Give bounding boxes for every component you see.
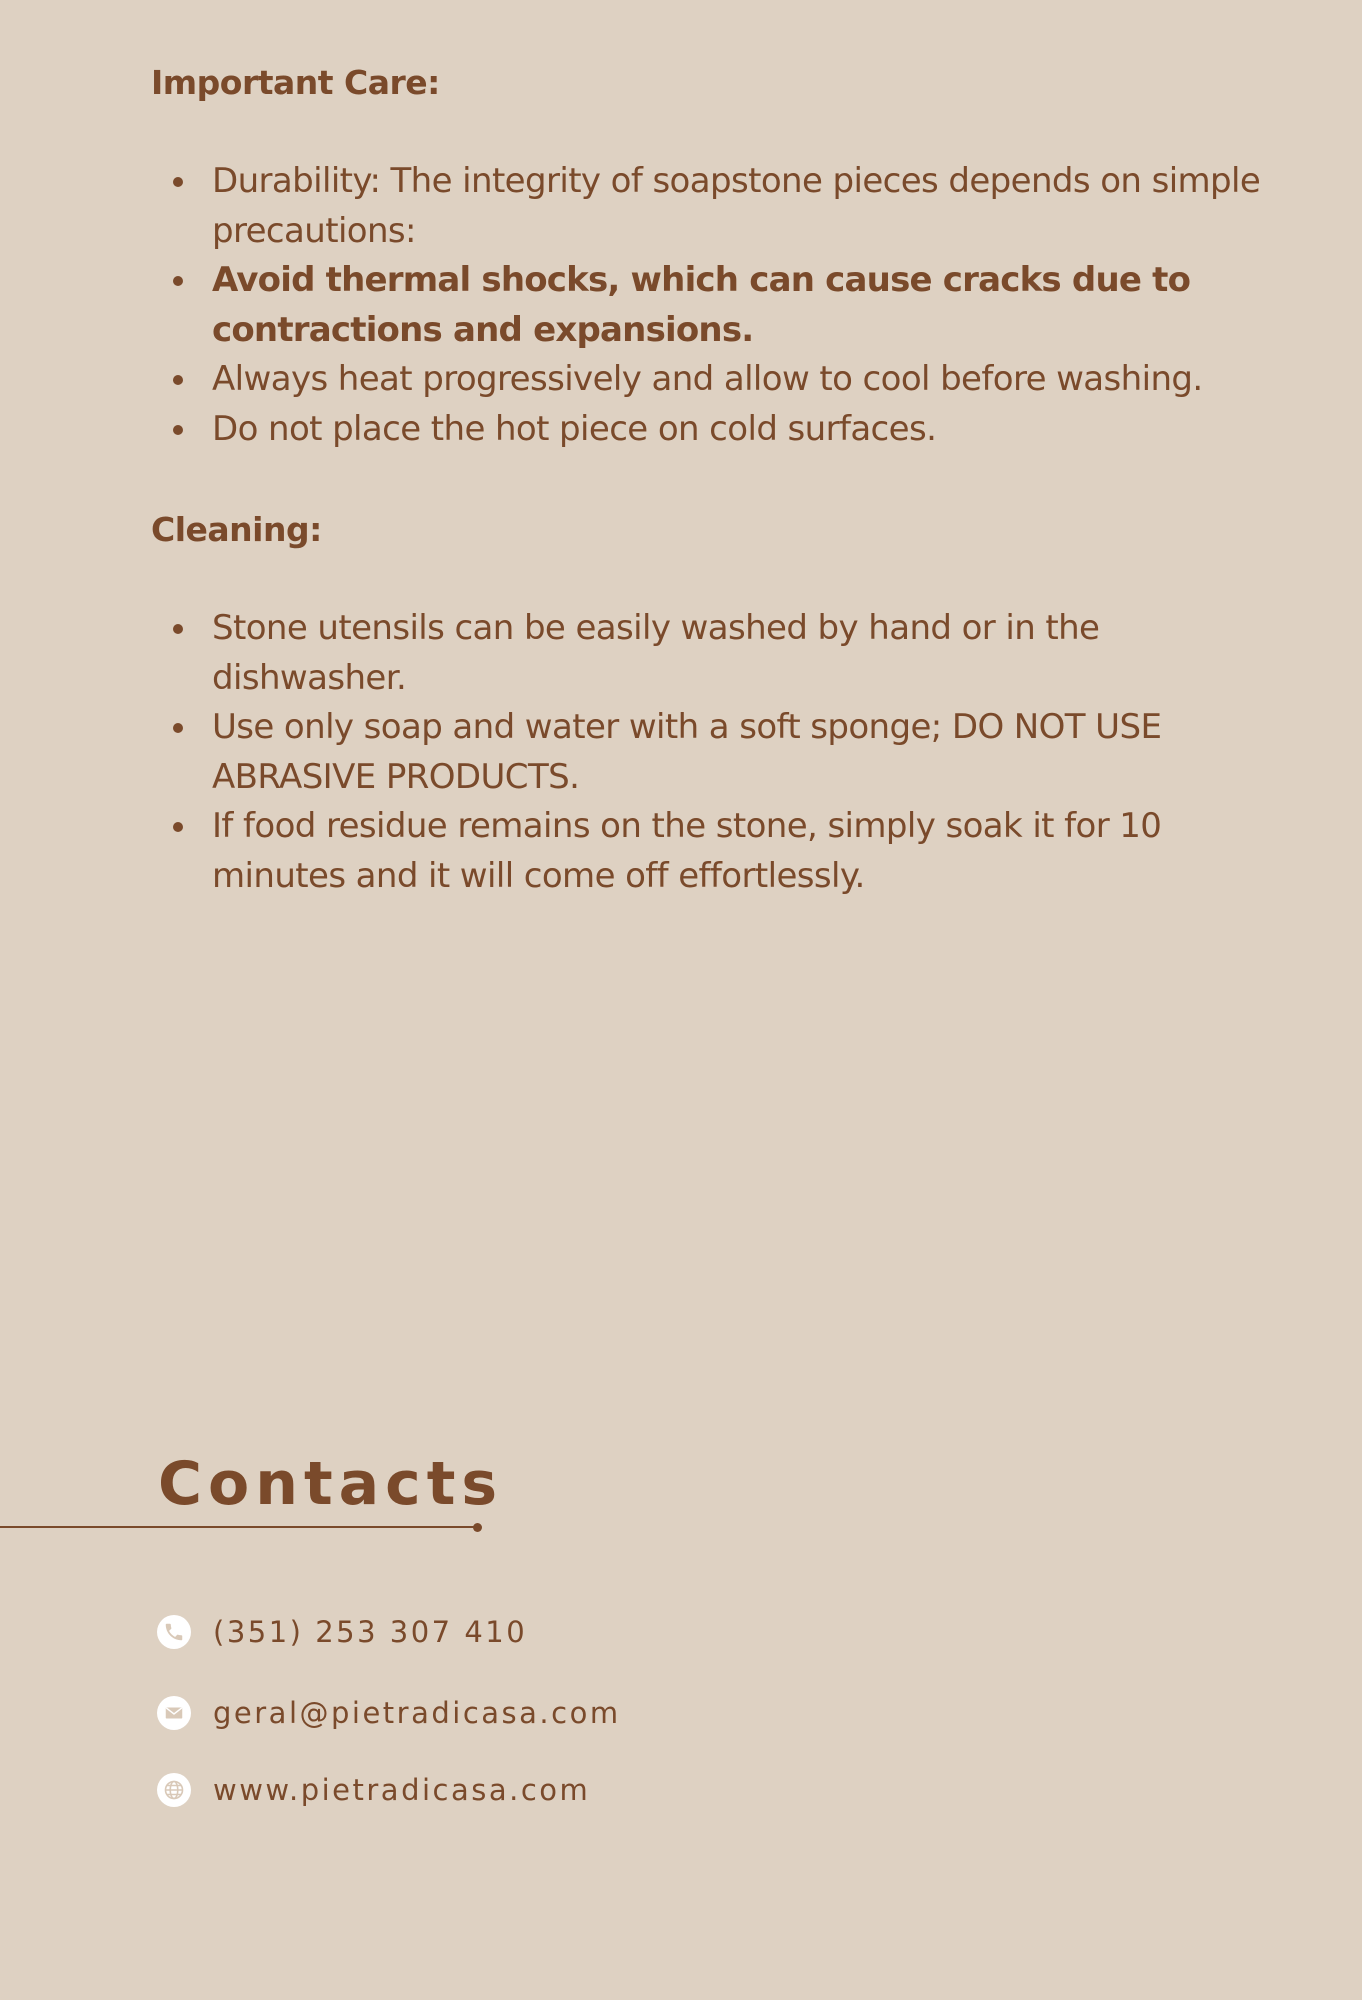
list-item (151, 802, 1271, 901)
website-link[interactable]: www.pietradicasa.com (213, 1773, 591, 1807)
contacts-heading: Contacts (158, 1449, 504, 1519)
contact-email (157, 1695, 621, 1731)
contact-website (157, 1772, 590, 1808)
list-item-text: Always heat progressively and allow to cool before washing. (212, 359, 1203, 399)
important-care-heading: Important Care: (151, 63, 440, 102)
divider-end-dot (473, 1523, 482, 1532)
bullet-icon (173, 177, 183, 187)
list-item-text: Avoid thermal shocks, which can cause cracks due to contractions and expansions. (212, 260, 1191, 350)
globe-icon (157, 1773, 191, 1807)
list-item (151, 604, 1271, 703)
bullet-icon (173, 624, 183, 634)
list-item-text: Stone utensils can be easily washed by hand or in the dishwasher. (212, 608, 1100, 698)
bullet-icon (173, 375, 183, 385)
phone-number[interactable]: (351) 253 307 410 (213, 1615, 528, 1649)
list-item-text: Do not place the hot piece on cold surfaces. (212, 408, 937, 449)
list-item-text: Durability: The integrity of soapstone pieces depends on simple precautions: (212, 161, 1261, 251)
bullet-icon (173, 425, 183, 435)
bullet-icon (173, 822, 183, 832)
cleaning-heading: Cleaning: (151, 510, 322, 549)
bullet-icon (173, 723, 183, 733)
cleaning-list (151, 604, 1271, 901)
list-item-text: Use only soap and water with a soft sponge; DO NOT USE ABRASIVE PRODUCTS. (212, 707, 1162, 797)
list-item-text: If food residue remains on the stone, simply soak it for 10 minutes and it will come off effortlessly. (212, 806, 1162, 896)
phone-icon (157, 1615, 191, 1649)
list-item (151, 157, 1271, 256)
important-care-list (151, 157, 1271, 454)
contacts-divider (0, 1526, 478, 1528)
contact-phone (157, 1614, 527, 1650)
list-item (151, 355, 1271, 405)
list-item (151, 256, 1271, 355)
email-address[interactable]: geral@pietradicasa.com (213, 1696, 621, 1730)
bullet-icon (173, 276, 183, 286)
list-item (151, 405, 1271, 455)
envelope-icon (157, 1696, 191, 1730)
list-item (151, 703, 1271, 802)
